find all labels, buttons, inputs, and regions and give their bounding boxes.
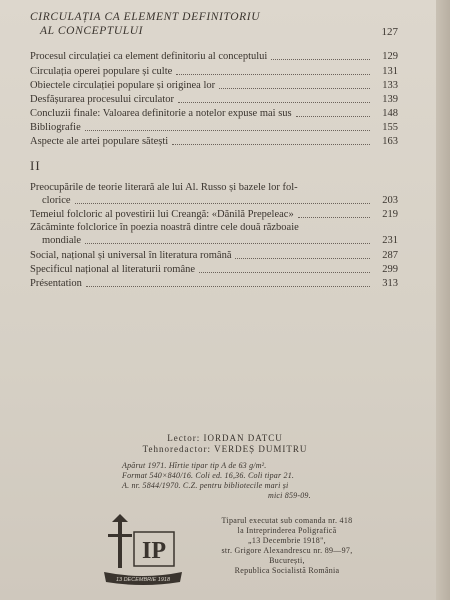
- toc-entry-text: Zăcăminte folclorice în poezia noastră dintre cele două războaie: [30, 222, 299, 233]
- toc-entry-text: Desfășurarea procesului circulator: [30, 94, 175, 105]
- toc-entry-text: Présentation: [30, 278, 82, 289]
- logo-letters: IP: [142, 538, 166, 564]
- toc-entry-text: clorice: [42, 195, 71, 206]
- toc-entry-text: mondiale: [42, 235, 82, 246]
- toc-entry: [30, 278, 398, 290]
- page-spine-edge: [436, 0, 450, 600]
- toc-entry-page: 219: [382, 209, 398, 220]
- dot-leader: [85, 242, 370, 244]
- section-title: [30, 10, 385, 38]
- printer-line: str. Grigore Alexandrescu nr. 89—97,: [221, 546, 353, 555]
- printer-logo-icon: [98, 514, 188, 590]
- dot-leader: [172, 143, 370, 145]
- toc-entry: [30, 222, 398, 234]
- printer-line: Republica Socialistă România: [234, 566, 340, 575]
- toc-entry-page: 133: [382, 80, 398, 91]
- lector-credit: Lector: IORDAN DATCU: [167, 433, 283, 443]
- toc-entry-text: Obiectele circulației populare și originea lor: [30, 80, 216, 91]
- printer-info: [192, 516, 382, 576]
- toc-entry-page: 313: [382, 278, 398, 289]
- toc-entry: [30, 136, 398, 148]
- toc-entry-continuation: [42, 235, 398, 247]
- dot-leader: [178, 101, 370, 103]
- toc-entry: [30, 94, 398, 106]
- toc-entry-page: 129: [382, 51, 398, 62]
- tehnoredactor-credit: Tehnoredactor: VERDEȘ DUMITRU: [142, 444, 308, 454]
- toc-entry: [30, 264, 398, 276]
- dot-leader: [298, 216, 370, 218]
- toc-entry-page: 139: [382, 94, 398, 105]
- toc-entry-text: Aspecte ale artei populare sătești: [30, 136, 169, 147]
- toc-entry-text: Preocupările de teorie literară ale lui Al. Russo și bazele lor fol-: [30, 182, 298, 193]
- imprint-line: Apărut 1971. Hîrtie tipar tip A de 63 g/m².: [122, 461, 267, 470]
- toc-entry: [30, 209, 398, 221]
- dot-leader: [271, 58, 370, 60]
- printer-line: „13 Decembrie 1918",: [248, 536, 326, 545]
- toc-entry-page: 231: [382, 235, 398, 246]
- toc-entry-text: Procesul circulației ca element definitoriu al conceptului: [30, 51, 268, 62]
- imprint-line: Format 540×840/16. Coli ed. 16,36. Coli tipar 21.: [122, 471, 295, 480]
- dot-leader: [235, 257, 370, 259]
- dot-leader: [219, 87, 370, 89]
- toc-entry-text: Bibliografie: [30, 122, 81, 133]
- toc-entry: [30, 66, 398, 78]
- dot-leader: [85, 129, 370, 131]
- toc-entry-text: Concluzii finale: Valoarea definitorie a notelor expuse mai sus: [30, 108, 292, 119]
- printer-line: la Intreprinderea Poligrafică: [237, 526, 337, 535]
- toc-entry-page: 299: [382, 264, 398, 275]
- part-roman-numeral: II: [30, 158, 41, 173]
- toc-entry-page: 155: [382, 122, 398, 133]
- dot-leader: [86, 285, 370, 287]
- toc-entry: [30, 51, 398, 63]
- toc-entry-text: Circulația operei populare și culte: [30, 66, 173, 77]
- imprint-line: mici 859-09.: [268, 491, 311, 500]
- toc-entry: [30, 122, 398, 134]
- imprint-line: A. nr. 5844/1970. C.Z. pentru bibliotecile mari și: [122, 481, 289, 490]
- toc-entry-page: 131: [382, 66, 398, 77]
- section-title-line1: CIRCULAȚIA CA ELEMENT DEFINITORIU: [30, 11, 261, 23]
- toc-entry-page: 287: [382, 250, 398, 261]
- toc-entry-text: Temeiul folcloric al povestirii lui Creangă: «Dănilă Prepeleac»: [30, 209, 294, 220]
- dot-leader: [176, 73, 370, 75]
- printer-line: Tiparul executat sub comanda nr. 418: [221, 516, 353, 525]
- toc-entry-continuation: [42, 195, 398, 207]
- dot-leader: [199, 271, 370, 273]
- toc-entry-page: 163: [382, 136, 398, 147]
- dot-leader: [75, 202, 370, 204]
- toc-entry-page: 148: [382, 108, 398, 119]
- dot-leader: [296, 115, 370, 117]
- toc-entry: [30, 250, 398, 262]
- section-title-line2: AL CONCEPTULUI: [40, 25, 144, 37]
- printer-line: București,: [269, 556, 305, 565]
- toc-entry-text: Specificul național al literaturii române: [30, 264, 196, 275]
- toc-entry: [30, 182, 398, 194]
- toc-entry: [30, 80, 398, 92]
- logo-ribbon-text: 13 DECEMBRIE 1918: [115, 577, 171, 583]
- imprint-block: [122, 461, 347, 501]
- toc-entry-text: Social, național și universal în literatura română: [30, 250, 232, 261]
- toc-entry: [30, 108, 398, 120]
- toc-entry-page: 203: [382, 195, 398, 206]
- section-title-page: 127: [381, 26, 398, 38]
